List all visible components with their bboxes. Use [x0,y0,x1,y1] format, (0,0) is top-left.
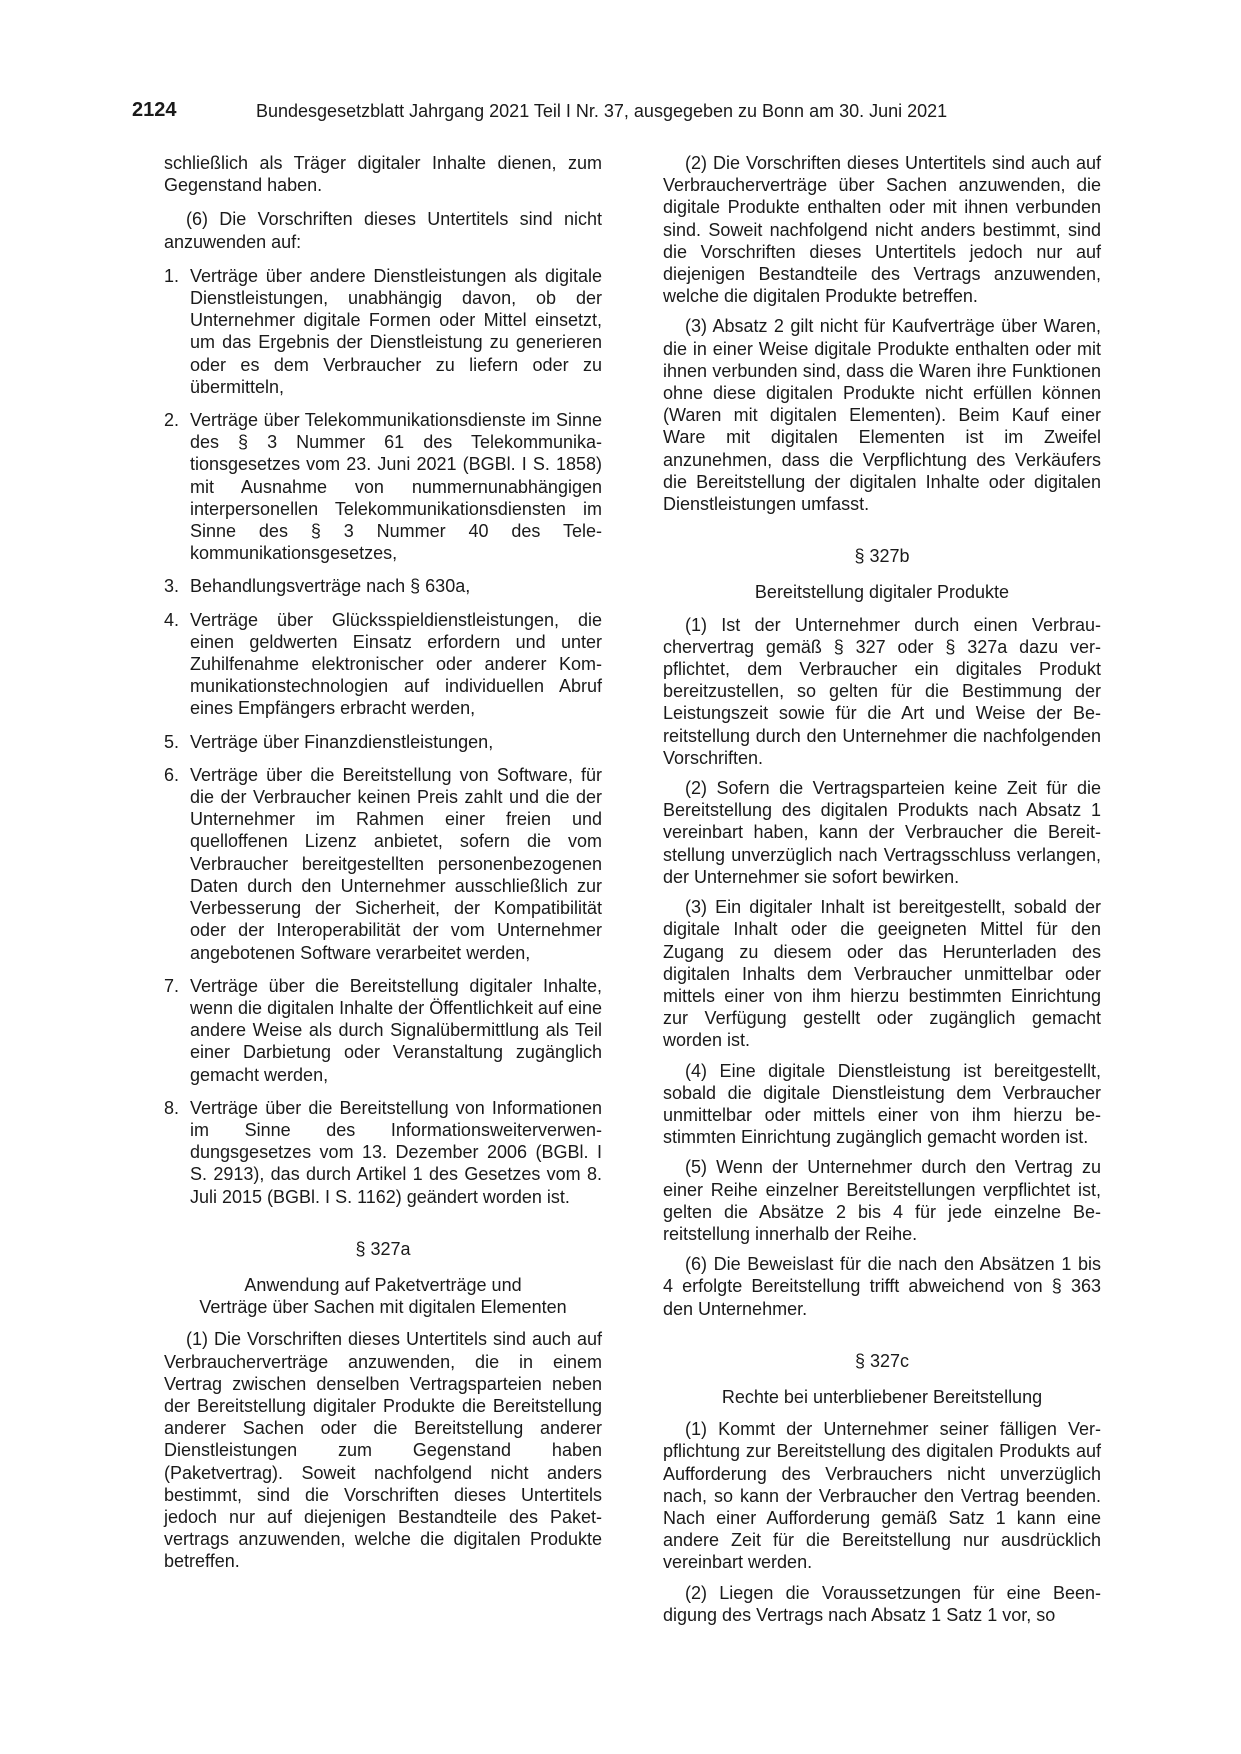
list-item-number: 3. [164,576,180,597]
list-item-text: Verträge über Telekommunikationsdienste im Sinne des § 3 Nummer 61 des Telekommunikationsgesetzes vom 23. Juni 2021 (BGBl. I S. 1858) mit Ausnahme von nummernunabhängigen interpersonellen Telekommunikationsdiensten im Sinne des § 3 Nummer 40 des Telekommunikationsgesetzes, [190,410,602,564]
section-327b-paragraph-4: (4) Eine digitale Dienstleistung ist bereitgestellt, sobald die digitale Dienstleistung dem Verbraucher unmittelbar oder mittels einer von ihm hierzu bestimmten Einrichtung zugänglich gemacht worden ist. [663,1060,1101,1148]
list-item [164,975,602,1086]
section-327a-number: § 327a [355,1238,411,1259]
list-item-number: 6. [164,764,180,785]
list-item [164,575,602,597]
exclusion-list [164,265,602,1208]
list-item [164,764,602,964]
list-item-text: Verträge über andere Dienstleistungen als digitale Dienstleistungen, unabhängig davon, ob der Unternehmer digitale Formen oder Mittel einsetzt, um das Ergebnis der Dienstleistung zu generieren oder es dem Verbraucher zu liefern oder zu übermitteln, [190,265,602,397]
section-327a-title-line-2: Verträge über Sachen mit digitalen Elementen [199,1297,567,1318]
list-item-text: Verträge über die Bereitstellung digitaler Inhalte, wenn die digitalen Inhalte der Öffentlichkeit auf eine andere Weise als durch Signalübermittlung als Teil einer Darbietung oder Veranstaltung zugänglich gemacht werden, [190,975,602,1085]
list-item-number: 8. [164,1097,180,1118]
section-327c-paragraph-1: (1) Kommt der Unternehmer seiner fälligen Verpflichtung zur Bereitstellung des digitalen Produkts auf Aufforderung des Verbrauchers nicht unverzüglich nach, so kann der Verbraucher den Vertrag beenden. Nach einer Aufforderung gemäß Satz 1 kann eine andere Zeit für die Bereitstellung nur ausdrücklich vereinbart werden. [663,1419,1101,1573]
section-327b-title: Bereitstellung digitaler Produkte [754,582,1010,603]
right-column [663,152,1101,1626]
section-327b-paragraph-1: (1) Ist der Unternehmer durch einen Verbrauchervertrag gemäß § 327 oder § 327a dazu verpflichtet, dem Verbraucher ein digitales Produkt bereitzustellen, so gelten für die Bestimmung der Leistungszeit sowie für die Art und Weise der Bereitstellung durch den Unternehmer die nachfolgenden Vorschriften. [663,614,1101,768]
list-item [164,609,602,720]
section-327b-paragraph-6: (6) Die Beweislast für die nach den Absätzen 1 bis 4 erfolgte Bereitstellung trifft abweichend von § 363 den Unternehmer. [663,1254,1101,1319]
list-item-number: 7. [164,975,180,996]
list-item-text: Verträge über Finanzdienstleistungen, [190,731,494,752]
section-327a-paragraph-3: (3) Absatz 2 gilt nicht für Kaufverträge über Waren, die in einer Weise digitale Produkte enthalten oder mit ihnen verbunden sind, dass die Waren ihre Funktionen ohne diese digitalen Produkte nicht erfüllen können (Waren mit digitalen Elementen). Beim Kauf einer Ware mit digitalen Elementen ist im Zweifel anzunehmen, dass die Verpflichtung des Verkäufers die Bereitstellung der digitalen Inhalte oder digitalen Dienstleistungen umfasst. [663,316,1101,515]
list-item [164,265,602,398]
list-item-text: Verträge über die Bereitstellung von Software, für die der Verbraucher keinen Preis zahlt und die der Unternehmer im Rahmen einer freien und quelloffenen Lizenz anbietet, sofern die vom Verbraucher bereitgestellten personenbezogenen Daten durch den Unternehmer ausschließlich zur Verbesserung der Sicherheit, der Kompatibilität oder der Interoperabilität der vom Unternehmer angebotenen Software verarbeitet werden, [190,764,602,963]
section-327c-number: § 327c [854,1350,910,1371]
page-header [0,99,1241,125]
section-327c-paragraph-2: (2) Liegen die Voraussetzungen für eine Beendigung des Vertrags nach Absatz 1 Satz 1 vor, so [663,1582,1101,1625]
list-item [164,409,602,564]
list-item-text: Verträge über die Bereitstellung von Informationen im Sinne des Informationsweiterverwendungsgesetzes vom 13. Dezember 2006 (BGBl. I S. 2913), das durch Artikel 1 des Gesetzes vom 8. Juli 2015 (BGBl. I S. 1162) geändert worden ist. [190,1097,602,1207]
section-327a-paragraph-1: (1) Die Vorschriften dieses Untertitels sind auch auf Verbraucherverträge anzuwenden, die in einem Vertrag zwischen denselben Vertragsparteien neben der Bereitstellung digitaler Produkte die Bereitstellung anderer Sachen oder die Bereitstellung anderer Dienstleistungen zum Gegenstand haben (Paketvertrag). Soweit nachfolgend nicht anders bestimmt, sind die Vorschriften dieses Untertitels jedoch nur auf diejenigen Bestandteile des Paketvertrags anzuwenden, welche die digitalen Produkte betreffen. [164,1329,602,1572]
paragraph-6: (6) Die Vorschriften dieses Untertitels sind nicht anzuwenden auf: [164,209,602,252]
section-327a-title-line-1: Anwendung auf Paketverträge und [244,1274,522,1295]
section-327a-paragraph-2: (2) Die Vorschriften dieses Untertitels sind auch auf Verbraucherverträge über Sachen anzuwenden, die digitale Produkte enthalten oder mit ihnen verbunden sind. Soweit nachfolgend nicht anders bestimmt, sind die Vorschriften dieses Untertitels jedoch nur auf diejenigen Bestandteile des Vertrags anzuwenden, welche die digitalen Produkte betreffen. [663,153,1101,307]
section-327b-paragraph-5: (5) Wenn der Unternehmer durch den Vertrag zu einer Reihe einzelner Bereitstellungen verpflichtet ist, gelten die Absätze 2 bis 4 für jede einzelne Bereitstellung innerhalb der Reihe. [663,1157,1101,1244]
section-327b-paragraph-2: (2) Sofern die Vertragsparteien keine Zeit für die Bereitstellung des digitalen Produkts nach Absatz 1 vereinbart haben, kann der Verbraucher die Bereitstellung unverzüglich nach Vertragsschluss verlangen, der Unternehmer sie sofort bewirken. [663,778,1101,887]
page-number: 2124 [132,99,177,121]
intro-paragraph: schließlich als Träger digitaler Inhalte dienen, zum Gegenstand haben. [164,153,602,196]
list-item-text: Behandlungsverträge nach § 630a, [190,576,471,597]
gazette-title: Bundesgesetzblatt Jahrgang 2021 Teil I Nr. 37, ausgegeben zu Bonn am 30. Juni 2021 [256,101,948,121]
section-327b-paragraph-3: (3) Ein digitaler Inhalt ist bereitgestellt, sobald der digitale Inhalt oder die geeigneten Mittel für den Zugang zu diesem oder das Herunterladen des digitalen Inhalts dem Verbraucher unmittelbar oder mittels einer von ihm hierzu bestimmten Einrichtung zur Verfügung gestellt oder zugänglich gemacht worden ist. [663,897,1101,1051]
list-item-text: Verträge über Glücksspieldienstleistungen, die einen geldwerten Einsatz erfordern und unter Zuhilfenahme elektronischer oder anderer Kommunikationstechnologien auf individuellen Abruf eines Empfängers erbracht werden, [190,609,602,719]
section-327c-title: Rechte bei unterbliebener Bereitstellung [721,1386,1043,1407]
list-item [164,1097,602,1208]
list-item-number: 1. [164,265,180,286]
list-item [164,731,602,753]
left-column [164,152,602,1573]
section-327b-number: § 327b [854,546,910,567]
list-item-number: 2. [164,410,180,431]
list-item-number: 4. [164,609,180,630]
list-item-number: 5. [164,731,180,752]
